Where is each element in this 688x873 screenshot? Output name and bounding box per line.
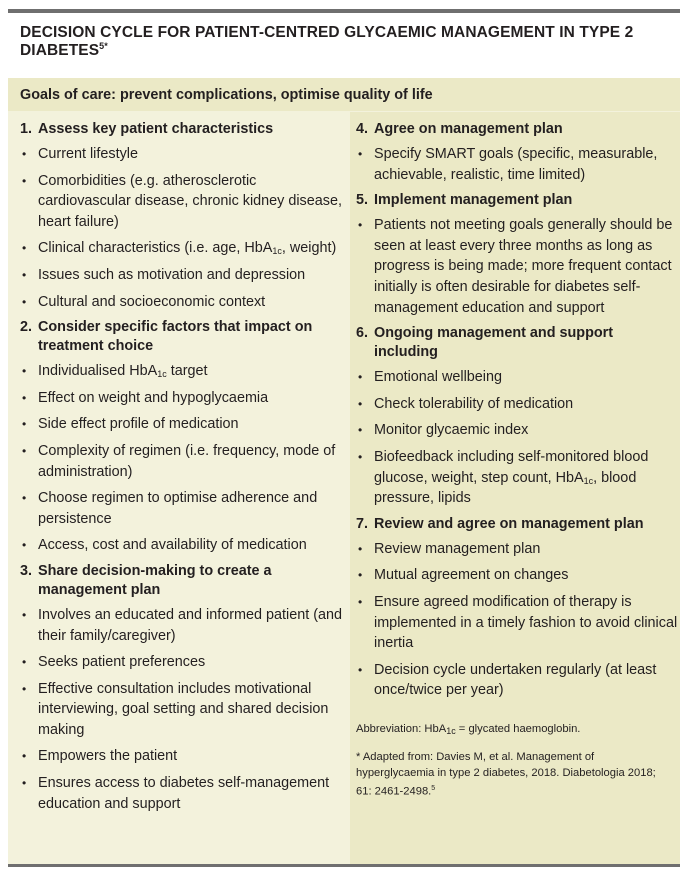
section-6-title: 6. Ongoing management and support including	[356, 325, 614, 361]
bottom-rule	[8, 864, 680, 867]
list-item: • Comorbidities (e.g. atherosclerotic cardiovascular disease, chronic kidney disease, heart failure)	[22, 172, 342, 230]
list-item: • Biofeedback including self-monitored blood glucose, weight, step count, HbA$_{1c}$, blood pressure, lipids	[358, 448, 649, 507]
list-item: • Review management plan	[358, 540, 541, 557]
list-item: • Monitor glycaemic index	[358, 422, 529, 439]
list-item: • Side effect profile of medication	[22, 416, 239, 433]
section-5-list	[356, 215, 680, 318]
list-item: • Specify SMART goals (specific, measurable, achievable, realistic, time limited)	[358, 146, 658, 183]
list-item: • Involves an educated and informed patient (and their family/caregiver)	[22, 606, 343, 644]
section-4-list	[356, 144, 680, 185]
list-item: • Issues such as motivation and depression	[22, 266, 306, 283]
footnotes	[356, 721, 680, 800]
list-item: • Current lifestyle	[22, 146, 138, 162]
list-item: • Clinical characteristics (i.e. age, HbA$_{1c}$, weight)	[22, 240, 337, 257]
content-panel	[8, 78, 680, 864]
section-6-list	[356, 367, 680, 509]
section-2-title: 2. Consider specific factors that impact on treatment choice	[20, 319, 313, 355]
section-3-title: 3. Share decision-making to create a management plan	[20, 562, 272, 598]
list-item: • Empowers the patient	[22, 748, 178, 765]
list-item: • Choose regimen to optimise adherence and persistence	[22, 490, 318, 527]
list-item: • Cultural and socioeconomic context	[22, 293, 266, 310]
list-item: • Individualised HbA$_{1c}$ target	[22, 363, 208, 380]
list-item: • Effect on weight and hypoglycaemia	[22, 389, 269, 406]
right-column	[350, 112, 680, 864]
section-1-title: 1. Assess key patient characteristics	[20, 121, 274, 137]
list-item: • Ensure agreed modification of therapy is implemented in a timely fashion to avoid clinical inertia	[358, 593, 678, 652]
section-1-list	[20, 144, 346, 312]
list-item: • Mutual agreement on changes	[358, 567, 569, 584]
left-column	[20, 116, 346, 820]
section-7-title: 7. Review and agree on management plan	[356, 515, 644, 532]
list-item: • Effective consultation includes motivational interviewing, goal setting and shared decision making	[22, 680, 329, 738]
title-footnote-ref: 5*	[99, 40, 108, 51]
list-item: • Patients not meeting goals generally should be seen at least every three months as long as progress is being made; more frequent contact initially is often desirable for diabetes self-management education and support	[358, 217, 673, 316]
box-title: DECISION CYCLE FOR PATIENT-CENTRED GLYCAEMIC MANAGEMENT IN TYPE 2 $DIABETES^{5*}$	[20, 24, 634, 59]
list-item: • Complexity of regimen (i.e. frequency, mode of administration)	[22, 442, 336, 480]
section-4-title: 4. Agree on management plan	[356, 121, 563, 137]
abbreviation-note: Abbreviation: HbA$_{1c}$ = glycated haemoglobin.	[356, 722, 581, 736]
list-item: • Emotional wellbeing	[358, 369, 502, 386]
list-item: • Check tolerability of medication	[358, 395, 574, 412]
header	[8, 9, 680, 72]
section-5-title: 5. Implement management plan	[356, 192, 573, 209]
goals-of-care: Goals of care: prevent complications, optimise quality of life	[8, 78, 680, 111]
section-2-list	[20, 361, 346, 556]
source-citation: * Adapted from: Davies M, et al. Management of hyperglycaemia in type 2 diabetes, 2018. Diabetologia 2018; 61: 2461-2498.$^5$	[356, 750, 656, 798]
section-3-list	[20, 605, 346, 814]
list-item: • Seeks patient preferences	[22, 654, 206, 671]
list-item: • Decision cycle undertaken regularly (at least once/twice per year)	[358, 661, 657, 699]
list-item: • Ensures access to diabetes self-management education and support	[22, 775, 330, 812]
section-7-list	[356, 539, 680, 701]
list-item: • Access, cost and availability of medication	[22, 537, 307, 554]
